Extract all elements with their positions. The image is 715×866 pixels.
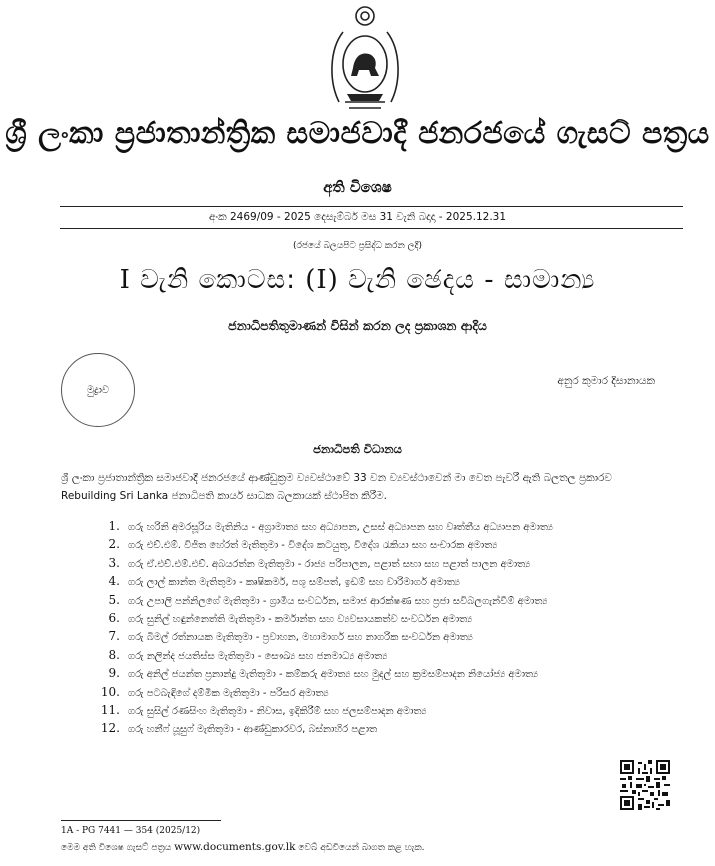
preamble-line-2: Rebuilding Sri Lanka ජනාධිපති කාර්ය සාධක බලකායක් ස්ථාපිත කිරීම. [61,490,387,502]
top-rule [60,206,683,207]
national-emblem [325,2,405,114]
seal-circle [61,353,135,427]
item-number: 9. [108,666,120,681]
item-number: 11. [100,702,120,717]
item-number: 7. [108,629,120,644]
footer-note [61,841,425,853]
part-label: වැනි කොටස: [130,265,306,295]
list-item [92,519,553,537]
item-text: ගරු එච්.එම්. විජිත හේරත් මැතිතුමා - විදේශ කටයුතු, විදේශ රැකියා සහ සංචාරක අමාත්‍ය [128,540,498,552]
footer-rule [61,820,221,821]
gazette-title: ශ්‍රී ලංකා ප්‍රජාතාන්ත්‍රික සමාජවාදී ජනරජයේ ගැසට් පත්‍රය [5,116,710,151]
member-list [92,519,553,740]
item-text: ගරු බිමල් රත්නායක මැතිතුමා - ප්‍රවාහන, මහාමාර්ග සහ නාගරික සංවර්ධන අමාත්‍ය [128,632,473,644]
item-text: ගරු උපාලි පන්නිලගේ මැතිතුමා - ග්‍රාමීය සංවර්ධන, සමාජ ආරක්ෂණ සහ ප්‍රජා සවිබලගැන්වීම් අමාත්‍ය [128,595,548,607]
item-text: ගරු ඒ.එච්.එම්.එච්. අබයරත්න මැතිතුමා - රාජ්‍ය පරිපාලන, පළාත් සභා සහ පළාත් පාලන අමාත්‍ය [128,558,531,570]
item-number: 8. [108,647,120,662]
item-text: ගරු හරිනි අමරසූරිය මැතිනිය - අග්‍රාමාත්‍ය සහ අධ්‍යාපන, උසස් අධ්‍යාපන සහ වෘත්තීය අධ්‍යාපන අමාත්‍ය [128,522,553,533]
item-text: ගරු හනීෆ් යූසුෆ් මැතිතුමා - ආණ්ඩුකාරවර, බස්නාහිර පළාත [128,724,378,736]
section-label: වැනි ඡෙදය - සාමාන්‍ය [338,265,596,295]
footer-code: 1A - PG 7441 — 354 (2025/12) [61,826,201,836]
footer-note-suffix: වෙබ් අඩවියෙන් බාගත කළ හැක. [295,843,425,853]
list-item [92,648,553,666]
footer-note-prefix: මෙම අති විශෙෂ ගැසට් පත්‍රය [61,843,175,853]
list-item [92,537,553,555]
preamble [61,469,686,505]
item-number: 6. [108,610,120,625]
item-number: 2. [108,537,120,552]
part-number: I [119,265,131,295]
part-title [0,265,715,296]
list-item [92,666,553,684]
list-item [92,574,553,592]
authority-note: (රජයේ බලයපිට ප්‍රසිද්ධ කරන ලදී) [292,241,423,251]
item-text: ගරු අනිල් ජයන්ත ප්‍රනාන්දු මැතිතුමා - කම්කරු අමාත්‍ය සහ මුදල් සහ ක්‍රමසම්පාදන නියෝජ්‍ය අමාත්‍ය [128,669,539,681]
item-text: ගරු නලින්ද ජයතිස්ස මැතිතුමා - සෞඛ්‍ය සහ ජනමාධ්‍ය අමාත්‍ය [128,650,388,662]
item-text: ගරු පටබැඳිගේ දම්මික මැතිතුමා - පරිසර අමාත්‍ය [128,687,329,699]
directive-heading: ජනාධිපති විධානය [313,442,402,456]
list-item [92,556,553,574]
item-text: ගරු ලාල් කාන්ත මැතිතුමා - කෘෂිකර්ම, පශු සම්පත්, ඉඩම් සහ වාරිමාර්ග අමාත්‍ය [128,577,460,589]
signatory-name: අනුර කුමාර දිසානායක [557,375,655,387]
preamble-line-1: ශ්‍රී ලංකා ප්‍රජාතාන්ත්‍රික සමාජවාදී ජනරජයේ ආණ්ඩුක්‍රම ව්‍යවස්ථාවේ 33 වන ව්‍යවස්ථාවෙන් මා වෙත පැවරී ඇති බලතල ප්‍රකාරව [61,472,612,484]
item-text: ගරු සුසිල් රණසිංහ මැතිතුමා - නිවාස, ඉදිකිරීම් සහ ජලසම්පාදන අමාත්‍ය [128,705,427,717]
item-number: 5. [108,592,120,607]
item-number: 3. [108,555,120,570]
item-number: 4. [108,574,120,589]
list-item [92,703,553,721]
list-item [92,593,553,611]
section-number: (I) [305,265,339,295]
item-number: 10. [100,684,120,699]
item-number: 12. [100,721,120,736]
seal-label: මුද්‍රාව [86,384,110,396]
proclamations-title: ජනාධිපතිතුමාණන් විසින් කරන ලද ප්‍රකාශන ආදිය [228,318,487,333]
item-number: 1. [108,519,120,533]
bottom-rule [60,228,683,229]
qr-code[interactable] [620,760,670,810]
list-item [92,629,553,647]
issue-line: අංක 2469/09 - 2025 දෙසැම්බර් මස 31 වැනි බදාදා - 2025.12.31 [208,211,507,223]
list-item [92,611,553,629]
list-item [92,721,553,739]
footer-url-link[interactable]: www.documents.gov.lk [174,841,296,853]
list-item [92,685,553,703]
item-text: ගරු සුනිල් හඳුන්නෙත්ති මැතිතුමා - කර්මාන්ත සහ ව්‍යවසායකත්ව සංවර්ධන අමාත්‍ය [128,613,473,625]
extraordinary-label: අති විශෙෂ [323,178,392,196]
